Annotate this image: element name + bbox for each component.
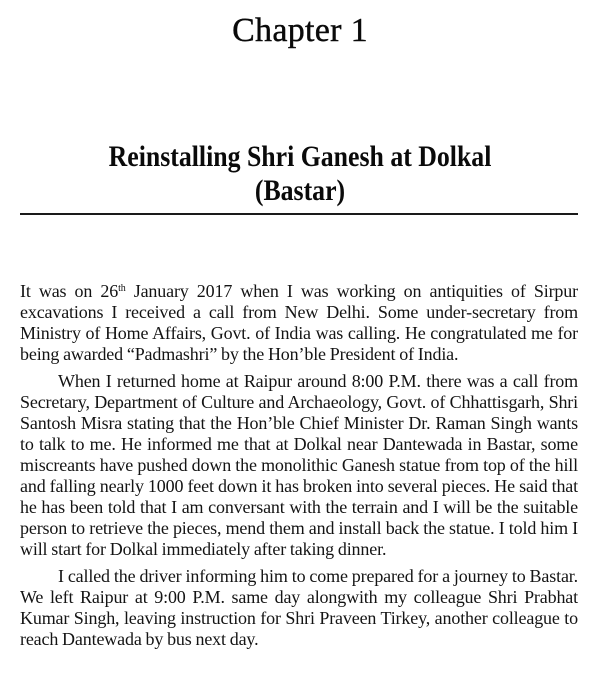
chapter-body — [20, 281, 578, 656]
paragraph-1-text-b: January 2017 when I was working on antiquities of Sirpur excavations I received a call from New Delhi. Some under-secretary from Ministry of Home Affairs, Govt. of India was calling. He congratulated me for being awarded “Padmashri” by the Hon’ble President of India. — [20, 281, 578, 364]
title-divider — [20, 213, 578, 215]
chapter-title-line-1: Reinstalling Shri Ganesh at Dolkal — [108, 140, 492, 173]
paragraph-1-text-a: It was on 26 — [20, 281, 119, 301]
chapter-title-line-2: (Bastar) — [254, 174, 346, 207]
chapter-title — [42, 140, 558, 208]
paragraph-1 — [20, 281, 578, 365]
paragraph-2: When I returned home at Raipur around 8:00 P.M. there was a call from Secretary, Department of Culture and Archaeology, Govt. of Chhattisgarh, Shri Santosh Misra stating that the Hon’ble Chief Minister Dr. Raman Singh wants to talk to me. He informed me that at Dolkal near Dantewada in Bastar, some miscreants have pushed down the monolithic Ganesh statue from top of the hill and falling nearly 1000 feet down it has broken into several pieces. He said that he has been told that I am conversant with the terrain and I will be the suitable person to retrieve the pieces, mend them and install back the statue. I told him I will start for Dolkal immediately after taking dinner. — [20, 371, 578, 559]
paragraph-3: I called the driver informing him to come prepared for a journey to Bastar. We left Raipur at 9:00 P.M. same day alongwith my colleague Shri Prabhat Kumar Singh, leaving instruction for Shri Praveen Tirkey, another colleague to reach Dantewada by bus next day. — [20, 566, 578, 649]
ordinal-suffix: th — [118, 283, 126, 294]
chapter-label: Chapter 1 — [232, 12, 368, 49]
